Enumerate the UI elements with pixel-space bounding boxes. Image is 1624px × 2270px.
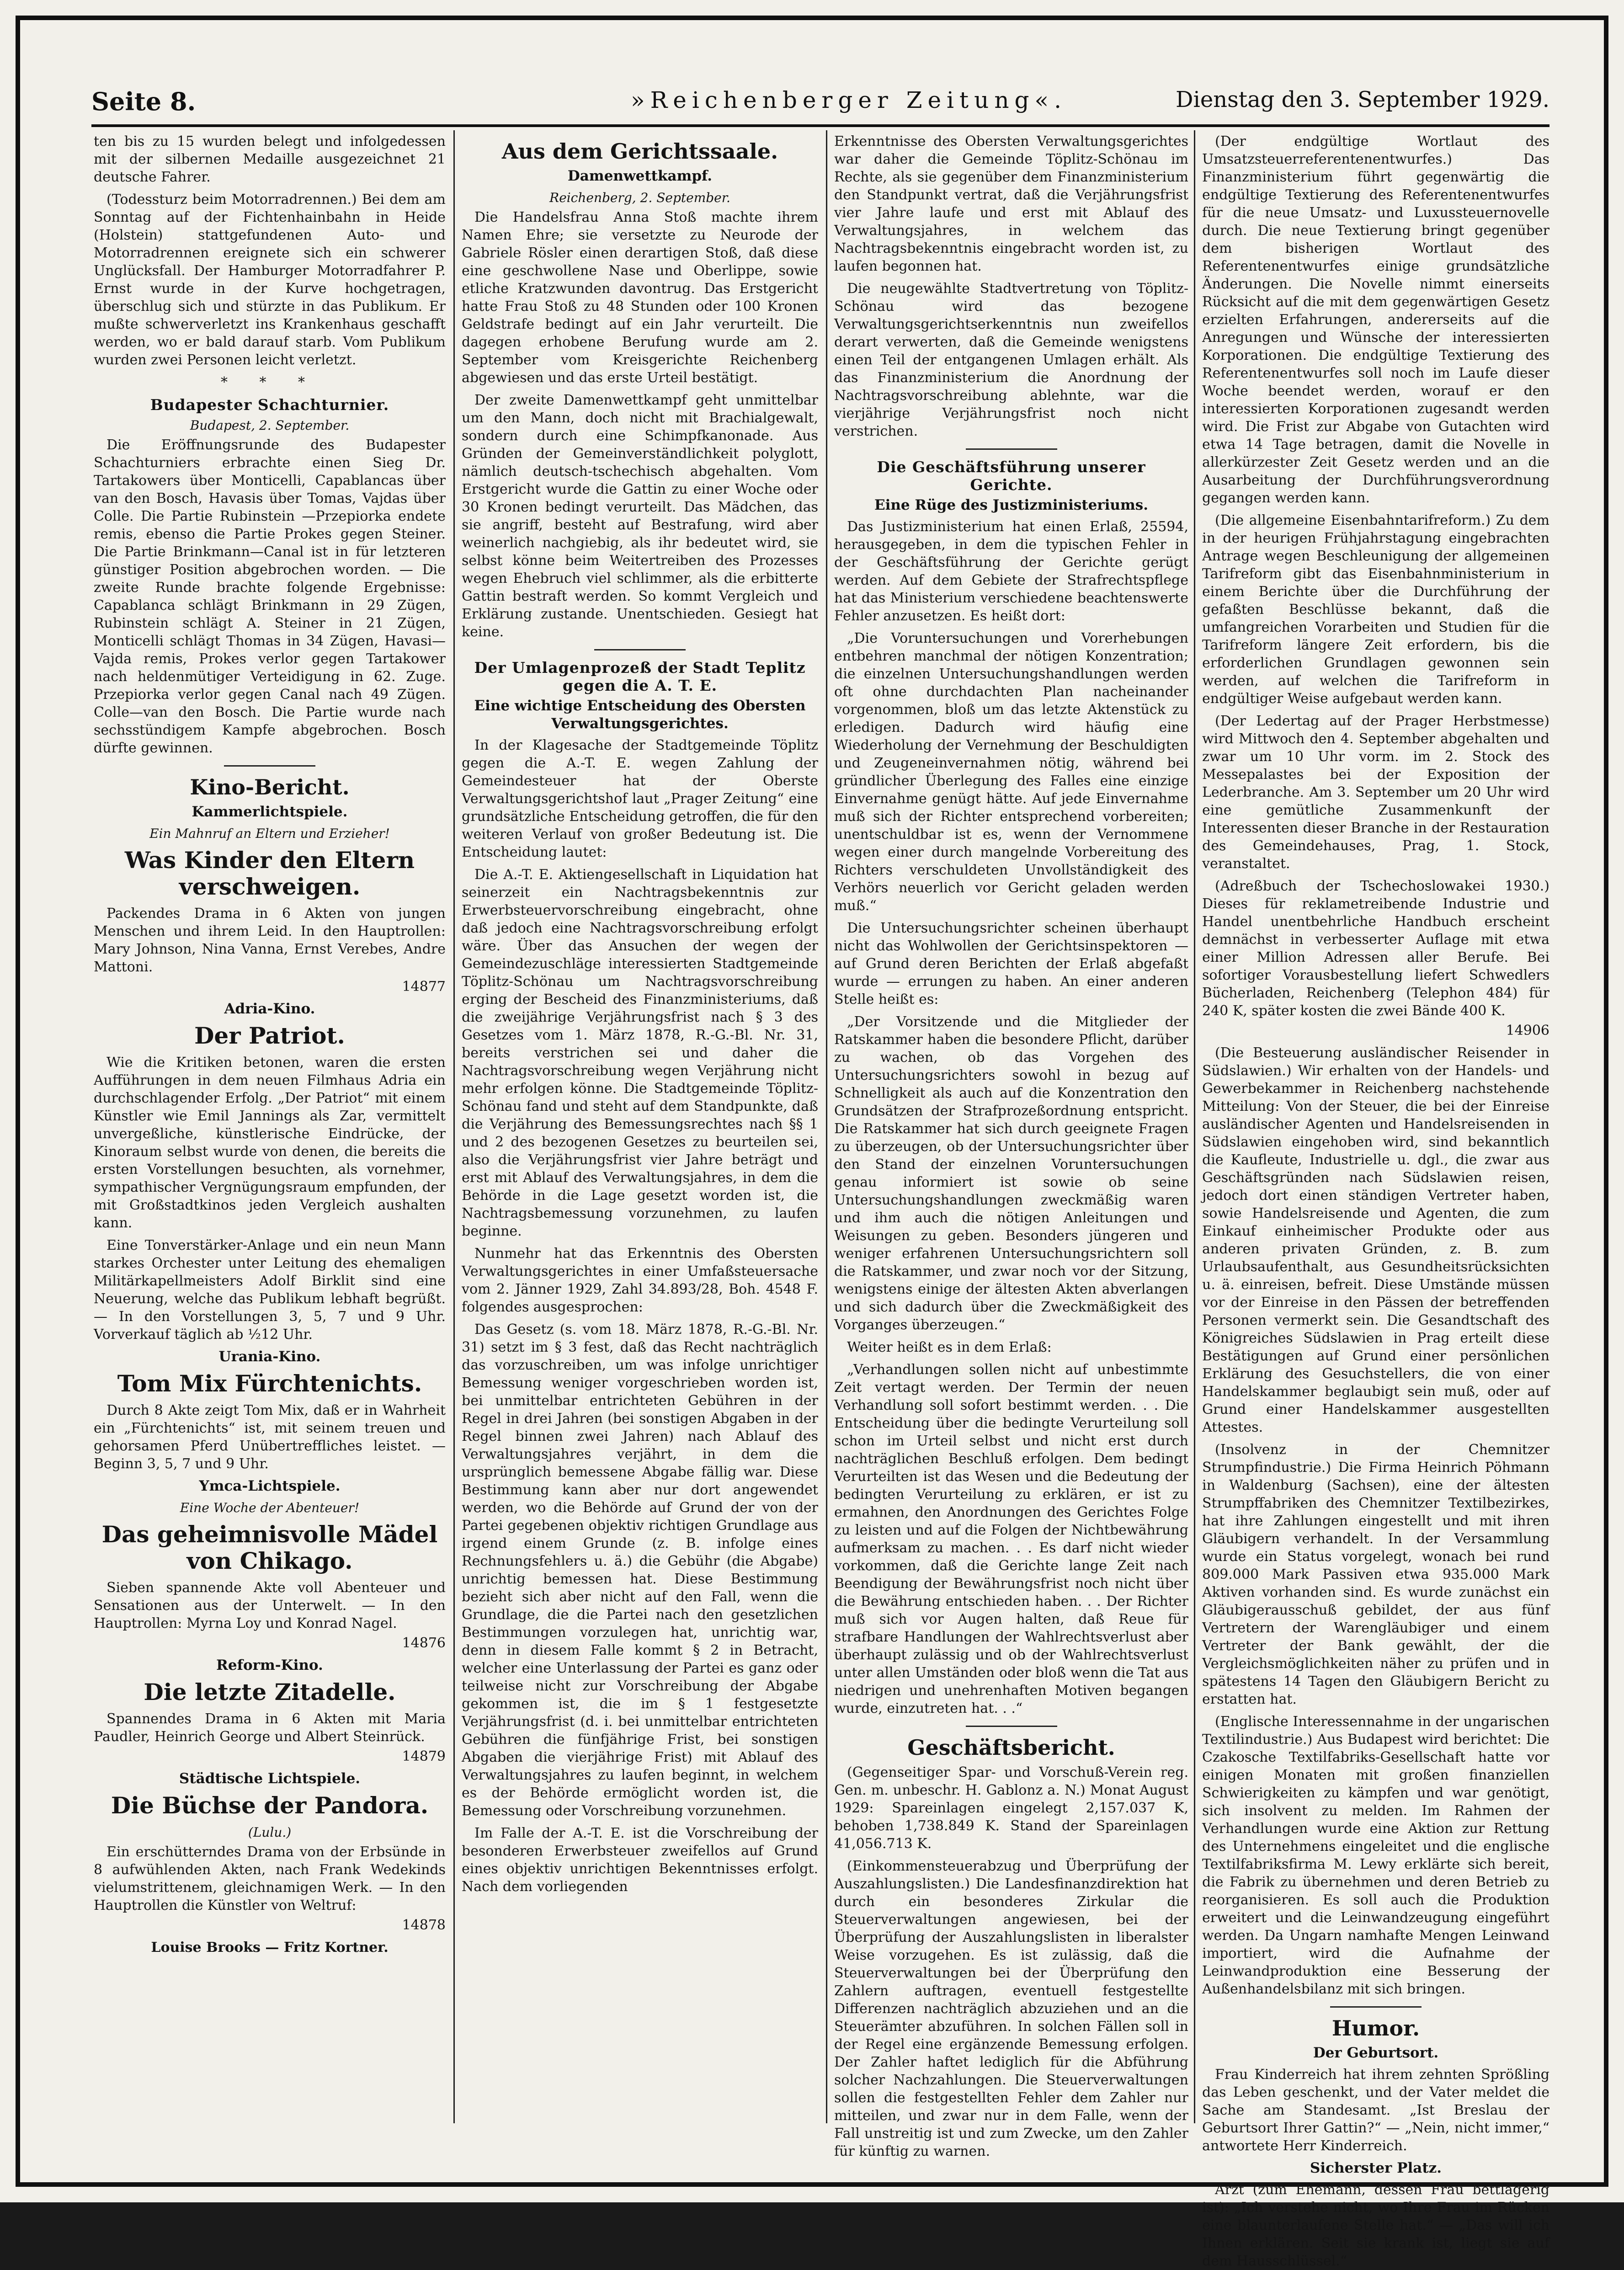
page-number: Seite 8. [91, 87, 196, 116]
article-subheading: Eine wichtige Entscheidung des Obersten Verwaltungsgerichtes. [474, 698, 806, 732]
film-title: Die letzte Zitadelle. [144, 1679, 396, 1705]
article-paragraph: Frau Kinderreich hat ihrem zehnten Sprößling das Leben geschenkt, und der Vater meldet die Sache am Standesamt. „Ist Breslau der Geburtsort Ihrer Gattin?“ — „Nein, nicht immer,“ antwortete Herr Kinderreich. [1202, 2067, 1549, 2154]
article-paragraph: (Der Ledertag auf der Prager Herbstmesse) wird Mittwoch den 4. September abgehalten und zwar um 10 Uhr vorm. im 2. Stock des Messepalastes bei der Exposition der Lederbranche. Am 3. September um 20 Uhr wird eine gemütliche Zusammenkunft der Interessenten dieser Branche in der Restauration des Gemeindehauses, Prag, 1. Stock, veranstaltet. [1202, 713, 1549, 872]
section-rule [1330, 2006, 1422, 2008]
column-divider [1194, 130, 1195, 2123]
cinema-name: Adria-Kino. [224, 1001, 315, 1017]
section-heading: Geschäftsbericht. [907, 1735, 1115, 1760]
section-rule [594, 649, 686, 650]
article-heading: Der Umlagenprozeß der Stadt Teplitz gegen die A. T. E. [474, 659, 806, 694]
section-heading: Kino-Bericht. [190, 775, 350, 799]
article-paragraph: Spannendes Drama in 6 Akten mit Maria Paudler, Heinrich George und Albert Steinrück. [94, 1711, 446, 1745]
dateline: Budapest, 2. September. [190, 418, 350, 433]
article-heading: Die Geschäftsführung unserer Gerichte. [877, 458, 1146, 494]
article-paragraph: „Die Voruntersuchungen und Vorerhebungen entbehren manchmal der nötigen Konzentration; die einzelnen Untersuchungshandlungen werden oft ohne durchdachten Plan nacheinander vorgenommen, bloß um das letzte Aktenstück zu erledigen. Dadurch wird häufig eine Wiederholung der Vernehmung der Beschuldigten und Zeugeneinvernahmen nötig, während bei gründlicher Überlegung des Falles eine einzige Einvernahme genügt hätte. Auf jede Einvernahme muß sich der Richter entsprechend vorbereiten; unentschuldbar ist es, wenn der Vernommene wegen einer durch mangelnde Vorbereitung des Richters verschuldeten Unvollständigkeit des Verhörs neuerlich vor Gericht geladen werden muß.“ [834, 630, 1188, 914]
film-tagline: Eine Woche der Abenteuer! [180, 1500, 360, 1515]
section-heading: Aus dem Gerichtssaale. [501, 139, 778, 164]
article-paragraph: Der zweite Damenwettkampf geht unmittelbar um den Mann, doch nicht mit Brachialgewalt, sondern durch eine Schimpfkanonade. Aus Gründen der Gemeinverständlichkeit polyglott, nämlich deutsch-tschechisch abgehalten. Vom Erstgericht wurde die Gattin zu einer Woche oder 30 Kronen bedingt verurteilt. Das Mädchen, das sie angriff, besteht auf Bestrafung, wird aber weinerlich nachgiebig, als ihr bedeutet wird, sie selbst könne beim Weitertreiben des Prozesses wegen Ehebruch viel schlimmer, als die erbitterte Gattin bestraft werden. So kommt Vergleich und Erklärung zustande. Unentschieden. Gesiegt hat keine. [462, 392, 818, 640]
article-paragraph: (Adreßbuch der Tschechoslowakei 1930.) Dieses für reklametreibende Industrie und Handel unentbehrliche Handbuch erscheint demnächst in verbesserter Auflage mit etwa einer Million Adressen aller Berufe. Bei sofortiger Vorausbestellung liefert Schwedlers Bücherladen, Reichenberg (Telephon 484) für 240 K, später kosten die zwei Bände 400 K. [1202, 878, 1549, 1019]
article-paragraph: Die Handelsfrau Anna Stoß machte ihrem Namen Ehre; sie versetzte zu Neurode der Gabriele Rösler einen derartigen Stoß, daß diese eine geschwollene Nase und Oberlippe, sowie etliche Kratzwunden davontrug. Das Erstgericht hatte Frau Stoß zu 48 Stunden oder 100 Kronen Geldstrafe bedingt auf ein Jahr verurteilt. Die dagegen erhobene Berufung wurde am 2. September vom Kreisgerichte Reichenberg abgewiesen und das erste Urteil bestätigt. [462, 209, 818, 386]
section-rule [224, 765, 315, 767]
film-cast: Louise Brooks — Fritz Kortner. [151, 1940, 389, 1956]
article-heading: Damenwettkampf. [567, 168, 713, 184]
article-paragraph: (Insolvenz in der Chemnitzer Strumpfindustrie.) Die Firma Heinrich Pöhmann in Waldenburg (Sachsen), eine der ältesten Strumpffabriken des Chemnitzer Textilbezirkes, hat ihre Zahlungen eingestellt und mit ihren Gläubigern verhandelt. In der Versammlung wurde ein Status vorgelegt, wonach bei rund 809.000 Mark Passiven etwa 935.000 Mark Aktiven vorhanden sind. Es wurde zunächst ein Gläubigerausschuß gebildet, der aus fünf Vertretern der Warengläubiger und einem Vertreter der Bank gewählt, der die Vergleichsmöglichkeiten näher zu prüfen und in spätestens 14 Tagen den Gläubigern Bericht zu erstatten hat. [1202, 1442, 1549, 1707]
article-paragraph: Erkenntnisse des Obersten Verwaltungsgerichtes war daher die Gemeinde Töplitz-Schönau im Rechte, als sie gegenüber dem Finanzministerium den Standpunkt vertrat, daß die Verjährungsfrist vier Jahre laufe und erst mit Ablauf des Verwaltungsjahres, in welchem das Nachtragsbekenntnis eingebracht worden ist, zu laufen begonnen hat. [834, 133, 1188, 274]
ad-number: 14876 [402, 1635, 446, 1651]
article-paragraph: (Der endgültige Wortlaut des Umsatzsteuerreferentenentwurfes.) Das Finanzministerium führt gegenwärtig die endgültige Textierung des Referentenentwurfes für die neue Umsatz- und Luxussteuernovelle durch. Die neue Textierung bringt gegenüber dem bisherigen Wortlaut des Referentenentwurfes einige grundsätzliche Änderungen. Die Novelle nimmt einerseits Rücksicht auf die mit dem gegenwärtigen Gesetz erzielten Erfahrungen, andererseits auf die Anregungen und Wünsche der interessierten Korporationen. Die endgültige Textierung des Referentenentwurfes soll noch im Laufe dieser Woche beendet werden, worauf er den interessierten Korporationen zugesandt werden wird. Die Frist zur Abgabe von Gutachten wird etwa 14 Tage betragen, damit die Novelle in allerkürzester Zeit Gesetz werden und an die Ausarbeitung der Durchführungsverordnung gegangen werden kann. [1202, 133, 1549, 506]
article-paragraph: „Verhandlungen sollen nicht auf unbestimmte Zeit vertagt werden. Der Termin der neuen Verhandlung soll sofort bestimmt werden. . . Die Entscheidung über die bedingte Verurteilung soll schon im Urteil selbst und nicht erst durch nachträglichen Beschluß erfolgen. Dem bedingt Verurteilten ist das Wesen und die Bedeutung der bedingten Verurteilung zu erklären, er ist zu ermahnen, den Anordnungen des Gerichtes Folge zu leisten und auf die Folgen der Nichtbewährung aufmerksam zu machen. . . Es darf nicht wieder vorkommen, daß die Gerichte lange Zeit nach Beendigung der Bewährungsfrist noch nicht über die Bewährung entschieden haben. . . Der Richter muß sich vor Augen halten, daß Reue für strafbare Handlungen der Wahlrechtsverlust aber überhaupt zulässig und ob der Wahlrechtsverlust unter allen Umständen oder bloß wenn die Tat aus niedrigen und unehrenhaften Motiven begangen wurde, einzutreten hat. . .“ [834, 1362, 1188, 1716]
ad-number: 14879 [402, 1748, 446, 1764]
column-divider [453, 130, 455, 2123]
column-4 [1202, 133, 1549, 2269]
column-3 [834, 133, 1188, 2159]
article-paragraph: Wie die Kritiken betonen, waren die ersten Aufführungen in dem neuen Filmhaus Adria ein durchschlagender Erfolg. „Der Patriot“ mit einem Künstler wie Emil Jannings als Zar, vermittelt unvergeßliche, künstlerische Eindrücke, der Kinoraum selbst wurde von denen, die bereits die ersten Vorstellungen besuchten, als vornehmer, sympathischer Vergnügungsraum empfunden, der mit Großstadtkinos jeden Vergleich aushalten kann. [94, 1055, 446, 1231]
column-divider [826, 130, 827, 2123]
dateline: Reichenberg, 2. September. [549, 190, 730, 205]
article-paragraph: Das Gesetz (s. vom 18. März 1878, R.-G.-Bl. Nr. 31) setzt im § 3 fest, daß das Recht nachträglich das vorzuschreiben, um was infolge unrichtiger Bemessung weniger vorgeschrieben worden ist, bei unmittelbar entrichteten Gebühren in der Regel in drei Jahren (bei sonstigen Abgaben in der Regel binnen zwei Jahren) nach Ablauf des Verwaltungsjahres verjährt, in dem die ursprünglich bemessene Abgabe fällig war. Diese Bestimmung kann aber nur dort angewendet werden, wo die Behörde auf Grund der von der Partei gegebenen objektiv richtigen Grundlage aus irgend einem Grunde (z. B. infolge eines Rechnungsfehlers u. ä.) die Gebühr (die Abgabe) unrichtig bemessen hat. Diese Bestimmung bezieht sich aber nicht auf den Fall, wenn die Grundlage, die die Partei nach den gesetzlichen Bestimmungen vorzulegen hat, unrichtig war, denn in diesem Falle kommt § 2 in Betracht, welcher eine Unterlassung der Partei es ganz oder teilweise nicht zur Vorschreibung der Abgabe gekommen ist, die im § 1 festgesetzte Verjährungsfrist (d. i. bei unmittelbar entrichteten Gebühren die fünfjährige Frist, bei sonstigen Abgaben die vierjährige Frist) mit Ablauf des Verwaltungsjahres zu laufen beginnt, in welchem es der Behörde ermöglicht worden ist, die Bemessung oder Vorschreibung vorzunehmen. [462, 1322, 818, 1819]
film-title: Die Büchse der Pandora. [111, 1792, 429, 1819]
cinema-name: Reform-Kino. [216, 1657, 323, 1673]
article-heading: Budapester Schachturnier. [150, 396, 389, 414]
film-title: Das geheimnisvolle Mädel von Chikago. [101, 1521, 438, 1574]
page-header [91, 82, 1549, 123]
section-rule [966, 448, 1057, 450]
article-paragraph: Ein erschütterndes Drama von der Erbsünde in 8 aufwühlenden Akten, nach Frank Wedekinds vielumstrittenem, gleichnamigen Werk. — In den Hauptrollen die Künstler von Weltruf: [94, 1844, 446, 1913]
article-paragraph: Die neugewählte Stadtvertretung von Töplitz-Schönau wird das bezogene Verwaltungsgerichtserkenntnis nun zweifellos derart verwerten, daß die Gemeinde wenigstens einen Teil der entgangenen Umlagen erhält. Als das Finanzministerium die Anordnung der Nachtragsvorschreibung ablehnte, war die vierjährige Verjährungsfrist noch nicht verstrichen. [834, 281, 1188, 439]
ad-number: 14878 [402, 1917, 446, 1933]
article-paragraph: Die Untersuchungsrichter scheinen überhaupt nicht das Wohlwollen der Gerichtsinspektoren — auf Grund deren Berichten der Erlaß abgefaßt wurde — errungen zu haben. An einer anderen Stelle heißt es: [834, 920, 1188, 1007]
article-paragraph: „Der Vorsitzende und die Mitglieder der Ratskammer haben die besondere Pflicht, darüber zu wachen, ob das Vorgehen des Untersuchungsrichters sowohl in bezug auf Schnelligkeit als auch auf die Konzentration den Grundsätzen der Strafprozeßordnung entspricht. Die Ratskammer hat sich durch geeignete Fragen zu überzeugen, ob der Untersuchungsrichter über den Stand der einzelnen Voruntersuchungen genau informiert ist sowie ob seine Untersuchungshandlungen zweckmäßig waren und ihm auch die nötigen Anleitungen und Weisungen zu geben. Besonders jüngeren und weniger erfahrenen Untersuchungsrichtern soll die Ratskammer, und zwar noch vor der Sitzung, wenigstens einige der ältesten Akten abverlangen und sich dadurch über die Zweckmäßigkeit des Vorganges überzeugen.“ [834, 1014, 1188, 1333]
article-paragraph: (Einkommensteuerabzug und Überprüfung der Auszahlungslisten.) Die Landesfinanzdirektion hat durch ein besonderes Zirkular die Steuerverwaltungen angewiesen, bei der Überprüfung der Auszahlungslisten in liberalster Weise vorzugehen. Es ist zulässig, daß die Steuerverwaltungen bei der Überprüfung den Zahlern auftragen, eventuell festgestellte Differenzen nachträglich abzuziehen und an die Steuerämter abzuführen. In solchen Fällen soll in der Regel eine ergänzende Bemessung erfolgen. Der Zahler haftet lediglich für die Abführung solcher Nachzahlungen. Die Steuerverwaltungen sollen die festgestellten Fehler dem Zahler nur mitteilen, und zwar nur in dem Falle, wenn der Fall unstreitig ist und zum Zwecke, um den Zahler für künftig zu warnen. [834, 1858, 1188, 2159]
film-tagline: (Lulu.) [248, 1825, 292, 1840]
article-paragraph: (Todessturz beim Motorradrennen.) Bei dem am Sonntag auf der Fichtenhainbahn in Heide (Holstein) stattgefundenen Auto- und Motorradrennen ereignete sich ein schwerer Unglücksfall. Der Hamburger Motorradfahrer P. Ernst wurde in der Kurve hochgetragen, überschlug sich und stürzte in das Publikum. Er mußte schwerverletzt ins Krankenhaus geschafft werden, wo er bald darauf starb. Vom Publikum wurden zwei Personen leicht verletzt. [94, 192, 446, 368]
cinema-name: Urania-Kino. [218, 1348, 321, 1365]
article-paragraph: (Die Besteuerung ausländischer Reisender in Südslawien.) Wir erhalten von der Handels- und Gewerbekammer in Reichenberg nachstehende Mitteilung: Von der Steuer, die bei der Einreise ausländischer Agenten und Handelsreisenden in Südslawien eingehoben wird, sind bekanntlich die Kaufleute, Industrielle u. dgl., die zwar aus Geschäftsgründen nach Südslawien reisen, jedoch dort einen ständigen Vertreter haben, sowie Handelsreisende und Agenten, die zum Einkauf einheimischer Produkte oder aus anderen privaten Gründen, z. B. zum Urlaubsaufenthalt, aus Gesundheitsrücksichten u. ä. einreisen, befreit. Diese Umstände müssen vor der Einreise in den Pässen der betreffenden Personen vermerkt sein. Die Gesandtschaft des Königreiches Südslawien in Prag erteilt diese Bestätigungen auf Grund einer persönlichen Erklärung des Gesuchstellers, die von einer Handelskammer beglaubigt sein muß, oder auf Grund einer Handelskammer ausgestellten Attestes. [1202, 1045, 1549, 1435]
article-paragraph: (Englische Interessennahme in der ungarischen Textilindustrie.) Aus Budapest wird berichtet: Die Czakosche Textilfabriks-Gesellschaft hatte vor einigen Monaten mit großen finanziellen Schwierigkeiten zu kämpfen und war genötigt, sich insolvent zu melden. Im Rahmen der Verhandlungen wurde eine Aktion zur Rettung des Unternehmens eingeleitet und die englische Textilfabriksfirma M. Lewy erklärte sich bereit, die Fabrik zu übernehmen und deren Betrieb zu reorganisieren. Es soll auch die Produktion erweitert und die Leinwandzeugung eingeführt werden. Da Ungarn namhafte Mengen Leinwand importiert, wird die Aufnahme der Leinwandproduktion eine Besserung der Außenhandelsbilanz mit sich bringen. [1202, 1714, 1549, 1997]
cinema-name: Ymca-Lichtspiele. [199, 1478, 341, 1494]
article-paragraph: Packendes Drama in 6 Akten von jungen Menschen und ihrem Leid. In den Hauptrollen: Mary Johnson, Nina Vanna, Ernst Verebes, Andre Mattoni. [94, 906, 446, 975]
article-heading: Der Geburtsort. [1313, 2045, 1439, 2061]
article-paragraph: Sieben spannende Akte voll Abenteuer und Sensationen aus der Unterwelt. — In den Hauptrollen: Myrna Loy und Konrad Nagel. [94, 1580, 446, 1631]
issue-date: Dienstag den 3. September 1929. [1175, 87, 1549, 112]
article-paragraph: Das Justizministerium hat einen Erlaß, 25594, herausgegeben, in dem die typischen Fehler in der Geschäftsführung der Gerichte gerügt werden. Auf dem Gebiete der Strafrechtspflege hat das Ministerium verschiedene beachtenswerte Fehler anzusetzen. Es heißt dort: [834, 519, 1188, 624]
separator-stars: * * * [220, 374, 319, 390]
article-heading: Sicherster Platz. [1310, 2160, 1442, 2176]
film-title: Was Kinder den Eltern verschweigen. [124, 847, 415, 900]
article-paragraph: Eine Tonverstärker-Anlage und ein neun Mann starkes Orchester unter Leitung des ehemaligen Militärkapellmeisters Adolf Birklit sind eine Neuerung, welche das Publikum lebhaft begrüßt. — In den Vorstellungen 3, 5, 7 und 9 Uhr. Vorverkauf täglich ab ½12 Uhr. [94, 1237, 446, 1343]
article-paragraph: Durch 8 Akte zeigt Tom Mix, daß er in Wahrheit ein „Fürchtenichts“ ist, mit seinem treuen und gehorsamen Pferd Unübertreffliches leistet. — Beginn 3, 5, 7 und 9 Uhr. [94, 1402, 446, 1472]
article-paragraph: Im Falle der A.-T. E. ist die Vorschreibung der besonderen Erwerbsteuer zweifellos auf Grund eines objektiv unrichtigen Bekenntnisses erfolgt. Nach dem vorliegenden [462, 1825, 818, 1895]
article-paragraph: Arzt (zum Ehemann, dessen Frau bettlägerig ist): „Ich verstehe nicht, wo Ihre Frau im Rücken eine blaunterlaufene Stelle hat.“ — „Das will ich Ihnen erklären. Seit sie krank ist, liegt sie auf dem Hausschlüssel.“ [1202, 2182, 1549, 2269]
header-rule [91, 124, 1549, 127]
film-tagline: Ein Mahnruf an Eltern und Erzieher! [149, 826, 390, 841]
section-heading: Humor. [1331, 2016, 1420, 2041]
article-paragraph: Nunmehr hat das Erkenntnis des Obersten Verwaltungsgerichtes in einer Umfaßsteuersache vom 2. Jänner 1929, Zahl 34.893/28, Boh. 4548 F. folgendes ausgesprochen: [462, 1246, 818, 1315]
cinema-name: Kammerlichtspiele. [192, 804, 348, 820]
ad-number: 14906 [1506, 1023, 1549, 1039]
column-2 [462, 133, 818, 2116]
article-paragraph: (Die allgemeine Eisenbahntarifreform.) Zu dem in der heurigen Frühjahrstagung eingebrachten Antrage wegen Beschleunigung der allgemeinen Tarifreform gibt das Eisenbahnministerium in einem Berichte über die Durchführung der gefaßten Beschlüsse bekannt, daß die umfangreichen Vorarbeiten und Studien für die Tarifreform längere Zeit erfordern, bis die erforderlichen Grundlagen gewonnen sein werden, auf welchen die Tarifreform in endgültiger Weise aufgebaut werden kann. [1202, 512, 1549, 707]
film-title: Der Patriot. [194, 1022, 345, 1049]
column-1 [94, 133, 446, 2116]
newspaper-title: »Reichenberger Zeitung«. [631, 87, 1067, 113]
article-paragraph: In der Klagesache der Stadtgemeinde Töplitz gegen die A.-T. E. wegen Zahlung der Gemeindesteuer hat der Oberste Verwaltungsgerichtshof laut „Prager Zeitung“ eine grundsätzliche Entscheidung getroffen, die für den weiteren Verlauf von großer Bedeutung ist. Die Entscheidung lautet: [462, 737, 818, 860]
ad-number: 14877 [402, 979, 446, 995]
cinema-name: Städtische Lichtspiele. [179, 1770, 361, 1787]
article-paragraph: ten bis zu 15 wurden belegt und infolgedessen mit der silbernen Medaille ausgezeichnet 21 deutsche Fahrer. [94, 133, 446, 185]
article-paragraph: Weiter heißt es in dem Erlaß: [847, 1339, 1052, 1355]
film-title: Tom Mix Fürchtenichts. [117, 1370, 422, 1397]
article-paragraph: Die Eröffnungsrunde des Budapester Schachturniers erbrachte einen Sieg Dr. Tartakowers über Monticelli, Capablancas über van den Bosch, Havasis über Tomas, Vajdas über Colle. Die Partie Rubinstein —Przepiorka endete remis, ebenso die Partie Prokes gegen Steiner. Die Partie Brinkmann—Canal ist in für letzteren günstiger Position abgebrochen worden. — Die zweite Runde brachte folgende Ergebnisse: Capablanca schlägt Brinkmann in 29 Zügen, Rubinstein schlägt A. Steiner in 21 Zügen, Monticelli schlägt Thomas in 34 Zügen, Havasi—Vajda remis, Prokes verlor gegen Tartakower nach heldenmütiger Verteidigung in 62. Zuge. Przepiorka verlor gegen Canal nach 49 Zügen. Colle—van den Bosch. Die Partie wurde nach sechsstündigem Kampfe abgebrochen. Bosch dürfte gewinnen. [94, 437, 446, 756]
article-subheading: Eine Rüge des Justizministeriums. [874, 497, 1149, 513]
article-paragraph: Die A.-T. E. Aktiengesellschaft in Liquidation hat seinerzeit ein Nachtragsbekenntnis zur Erwerbsteuervorschreibung eingebracht, ohne daß jedoch eine Nachtragsvorschreibung erfolgt wäre. Über das Ansuchen der wegen der Gemeindezuschläge interessierten Stadtgemeinde Töplitz-Schönau um Nachtragsvorschreibung erging der Bescheid des Finanzministeriums, daß die zweijährige Verjährungsfrist nach § 3 des Gesetzes vom 1. März 1878, R.-G.-Bl. Nr. 31, bereits verstrichen sei und daher die Nachtragsvorschreibung wegen Verjährung nicht mehr erfolgen könne. Die Stadtgemeinde Töplitz-Schönau fand und steht auf dem Standpunkte, daß die Verjährung des Bemessungsrechtes nach §§ 1 und 2 des bezogenen Gesetzes zu beurteilen sei, also die Verjährungsfrist vier Jahre beträgt und erst mit Ablauf des Verwaltungsjahres, in dem die Behörde in die Lage gesetzt worden ist, die Nachtragsbemessung vorzunehmen, zu laufen beginne. [462, 867, 818, 1239]
article-paragraph: (Gegenseitiger Spar- und Vorschuß-Verein reg. Gen. m. unbeschr. H. Gablonz a. N.) Monat August 1929: Spareinlagen eingelegt 2,157.037 K, behoben 1,738.849 K. Stand der Spareinlagen 41,056.713 K. [834, 1764, 1188, 1852]
section-rule [966, 1726, 1057, 1727]
